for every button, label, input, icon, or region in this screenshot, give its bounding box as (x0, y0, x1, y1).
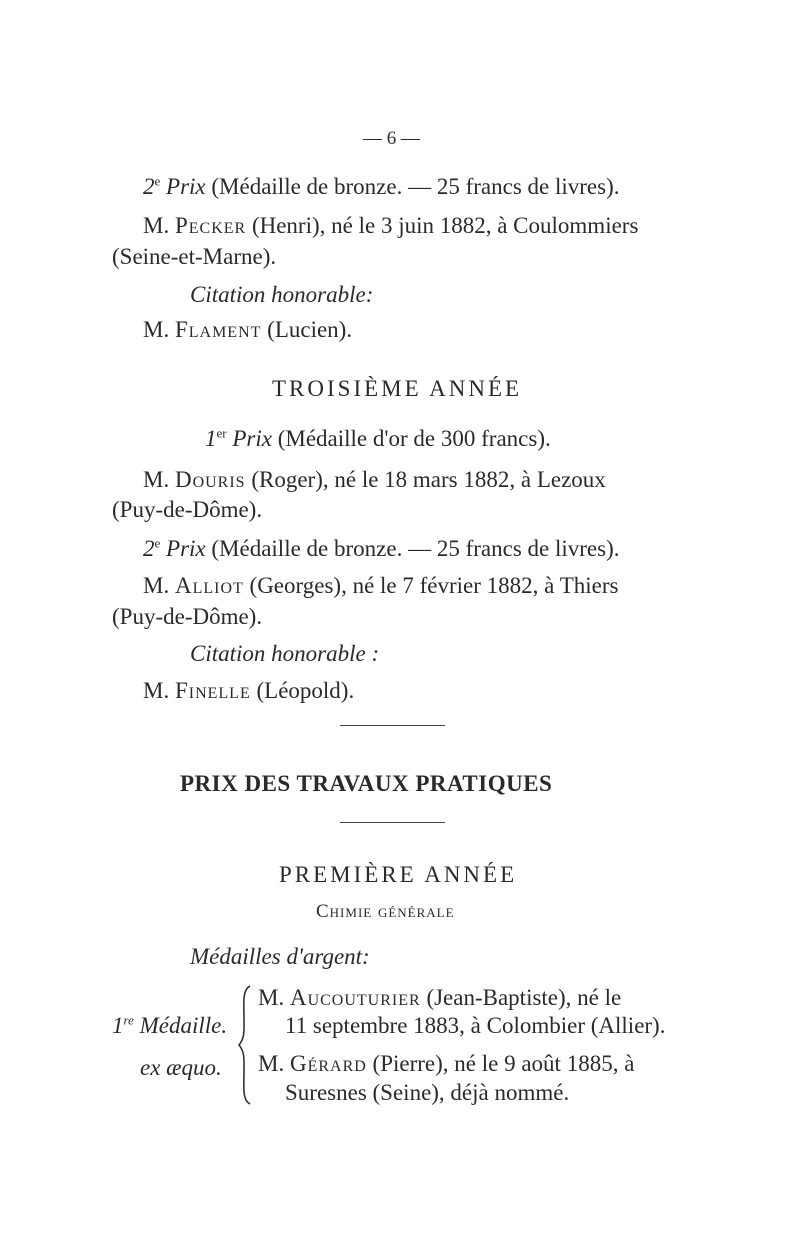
honorific: M. (143, 573, 170, 598)
laureate-name: Flament (174, 317, 262, 342)
laureate-details: (Lucien). (267, 317, 353, 342)
laureate-alliot-line1 (143, 573, 618, 599)
citation-label: Citation honorable: (190, 282, 374, 307)
laureate-details: (Pierre), né le 9 août 1885, à (372, 1051, 635, 1076)
medal-word: Médaille. (139, 1013, 228, 1038)
prize-description: (Médaille d'or de 300 francs). (277, 426, 551, 451)
laureate-douris-line1 (143, 467, 606, 493)
laureate-details: (Georges), né le 7 février 1882, à Thiers (249, 573, 619, 598)
laureate-name: Douris (174, 467, 246, 492)
prize-word: Prix (166, 536, 206, 561)
prize-line-second (143, 174, 619, 200)
honorific: M. (143, 467, 170, 492)
medal-side-label (112, 1013, 227, 1039)
laureate-details: (Roger), né le 18 mars 1882, à Lezoux (251, 467, 606, 492)
medal-ordinal: re (123, 1012, 134, 1028)
honorific: M. (143, 678, 170, 703)
laureate-pecker-line2: (Seine-et-Marne). (112, 244, 277, 269)
prize-number: 2 (143, 174, 155, 199)
ex-aequo-label: ex æquo. (140, 1055, 222, 1080)
laureate-details: (Jean-Baptiste), né le (426, 985, 622, 1010)
section-heading-premiere: PREMIÈRE ANNÉE (279, 862, 518, 887)
laureate-flament (143, 317, 352, 343)
section-heading-troisieme: TROISIÈME ANNÉE (272, 376, 523, 401)
section-heading-travaux-pratiques: PRIX DES TRAVAUX PRATIQUES (180, 771, 553, 796)
honorific: M. (143, 317, 170, 342)
medal-number: 1 (112, 1013, 124, 1038)
prize-ordinal: er (216, 425, 227, 441)
laureate-aucouturier-line1 (258, 985, 621, 1011)
laureate-finelle (143, 678, 354, 704)
prize-word: Prix (166, 174, 206, 199)
laureate-aucouturier-line2: 11 septembre 1883, à Colombier (Allier). (285, 1013, 666, 1038)
laureate-pecker-line1 (143, 213, 638, 239)
honorific: M. (258, 985, 285, 1010)
subsection-heading: Chimie générale (316, 901, 455, 922)
honorific: M. (258, 1051, 285, 1076)
prize-number: 1 (205, 426, 217, 451)
brace-icon (236, 984, 254, 1106)
prize-ordinal: e (154, 535, 161, 551)
laureate-name: Pecker (174, 213, 247, 238)
laureate-name: Gérard (289, 1051, 367, 1076)
medal-label: Médailles d'argent: (190, 944, 370, 969)
laureate-gerard-line2: Suresnes (Seine), déjà nommé. (285, 1080, 570, 1105)
page-number: — 6 — (363, 128, 420, 149)
laureate-alliot-line2: (Puy-de-Dôme). (112, 604, 263, 629)
prize-line-second-b (143, 536, 619, 562)
prize-number: 2 (143, 536, 155, 561)
laureate-details: (Léopold). (256, 678, 355, 703)
laureate-name: Alliot (174, 573, 244, 598)
prize-word: Prix (232, 426, 272, 451)
prize-description: (Médaille de bronze. — 25 francs de livres). (211, 536, 620, 561)
laureate-name: Finelle (174, 678, 251, 703)
laureate-details: (Henri), né le 3 juin 1882, à Coulommiers (251, 213, 639, 238)
citation-label: Citation honorable : (190, 641, 380, 666)
laureate-douris-line2: (Puy-de-Dôme). (112, 497, 263, 522)
laureate-name: Aucouturier (289, 985, 421, 1010)
divider (340, 725, 445, 726)
divider (340, 822, 445, 823)
laureate-gerard-line1 (258, 1051, 634, 1077)
prize-line-first (205, 426, 551, 452)
prize-description: (Médaille de bronze. — 25 francs de livres). (211, 174, 620, 199)
prize-ordinal: e (154, 173, 161, 189)
honorific: M. (143, 213, 170, 238)
